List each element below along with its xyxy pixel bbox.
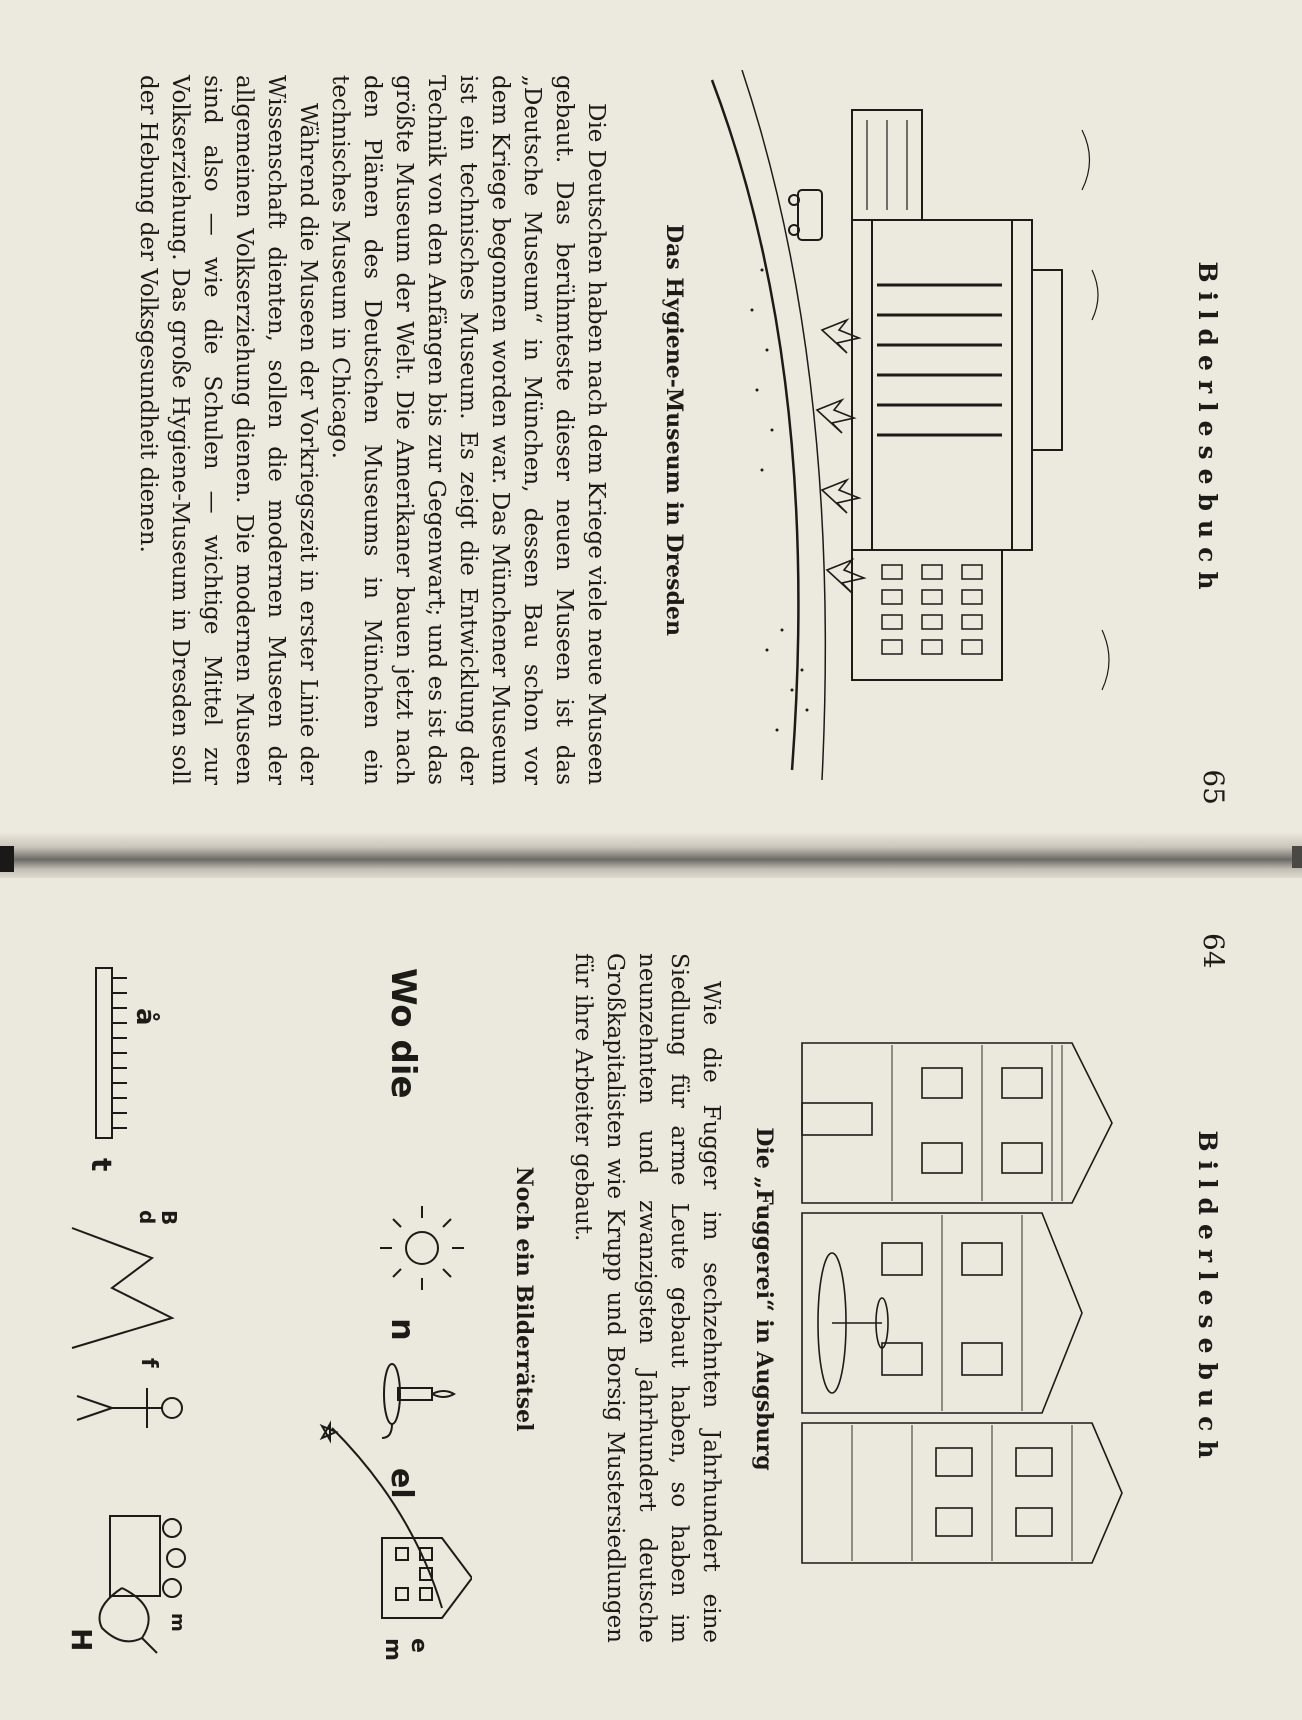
puzzle-letter-m-small: m — [167, 1613, 188, 1632]
puzzle-title: Noch ein Bilderrätsel — [511, 1166, 537, 1432]
fuggerei-illustration — [792, 1033, 1132, 1573]
house-icon — [382, 1538, 472, 1618]
hygiene-museum-illustration — [702, 70, 1122, 790]
body-text — [132, 75, 612, 785]
puzzle-letter-b: B — [157, 1210, 181, 1226]
candle-icon — [382, 1364, 454, 1438]
page-64 — [0, 878, 1302, 1720]
puzzle-letter-f: f — [136, 1358, 161, 1368]
puzzle-letter-t: t — [85, 1158, 118, 1172]
puzzle-letter-h: H — [65, 1628, 98, 1652]
page-number: 65 — [1197, 769, 1230, 805]
puzzle-letter-m: m — [380, 1638, 405, 1661]
picture-puzzle — [52, 948, 472, 1668]
page-65-header — [1182, 0, 1302, 860]
figure-caption: Das Hygiene-Museum in Dresden — [661, 224, 687, 636]
gutter-shadow — [0, 846, 14, 872]
page-64-header — [1182, 878, 1302, 1720]
puzzle-letter-d: d — [135, 1210, 159, 1225]
puzzle-letter-n: n — [384, 1318, 422, 1341]
dragon-icon — [100, 1588, 158, 1653]
mountain-icon — [72, 1228, 172, 1348]
paragraph-1: Wie die Fugger im sechzehnten Jahrhundert eine Siedlung für arme Leute gebaut haben, so haben im neunzehnten und zwanzigsten Jahrhundert deutsche Großkapitalisten wie Krupp und Borsig Mustersiedlungen für ihre Arbeiter gebaut. — [570, 953, 724, 1643]
book-gutter — [0, 832, 1302, 882]
figure-caption: Die „Fuggerei“ in Augsburg — [751, 1127, 777, 1471]
sun-icon — [380, 1206, 464, 1290]
page-number: 64 — [1197, 933, 1230, 969]
puzzle-letter-a-ring: å — [130, 1008, 160, 1026]
running-head: Bilderlesebuch — [1193, 261, 1222, 599]
body-text — [567, 953, 727, 1643]
man-icon — [77, 1388, 182, 1428]
page-64-content — [0, 878, 1302, 1720]
gutter-shadow-right — [1292, 846, 1302, 868]
people-icon — [110, 1516, 185, 1597]
running-head: Bilderlesebuch — [1193, 1130, 1222, 1468]
paragraph-1: Die Deutschen haben nach dem Kriege viele neue Museen gebaut. Das berühmteste dieser neuen Museen ist das „Deutsche Museum“ in München, dessen Bau schon vor dem Kriege begonnen worden war. Das Münchener Museum ist ein technisches Museum. Es zeigt die Entwicklung der Technik von den Anfängen bis zur Gegenwart; und es ist das größte Museum der Welt. Die Amerikaner bauen jetzt nach den Plänen des Deutschen Museums in München ein technisches Museum in Chicago. — [327, 75, 609, 785]
puzzle-word-wo-die: Wo die — [383, 968, 423, 1099]
puzzle-letters-el: el — [384, 1468, 419, 1499]
puzzle-letter-e: e — [406, 1638, 431, 1653]
paragraph-2: Während die Museen der Vorkriegszeit in erster Linie der Wissenschaft dienten, sollen die modernen Museen der allgemeinen Volkserziehung dienen. Die modernen Museen sind also — wie die Schulen — wichtige Mittel zur Volkserziehung. Das große Hygiene-Museum in Dresden soll der Hebung der Volksgesundheit dienen. — [135, 75, 321, 785]
comb-icon — [96, 968, 127, 1138]
